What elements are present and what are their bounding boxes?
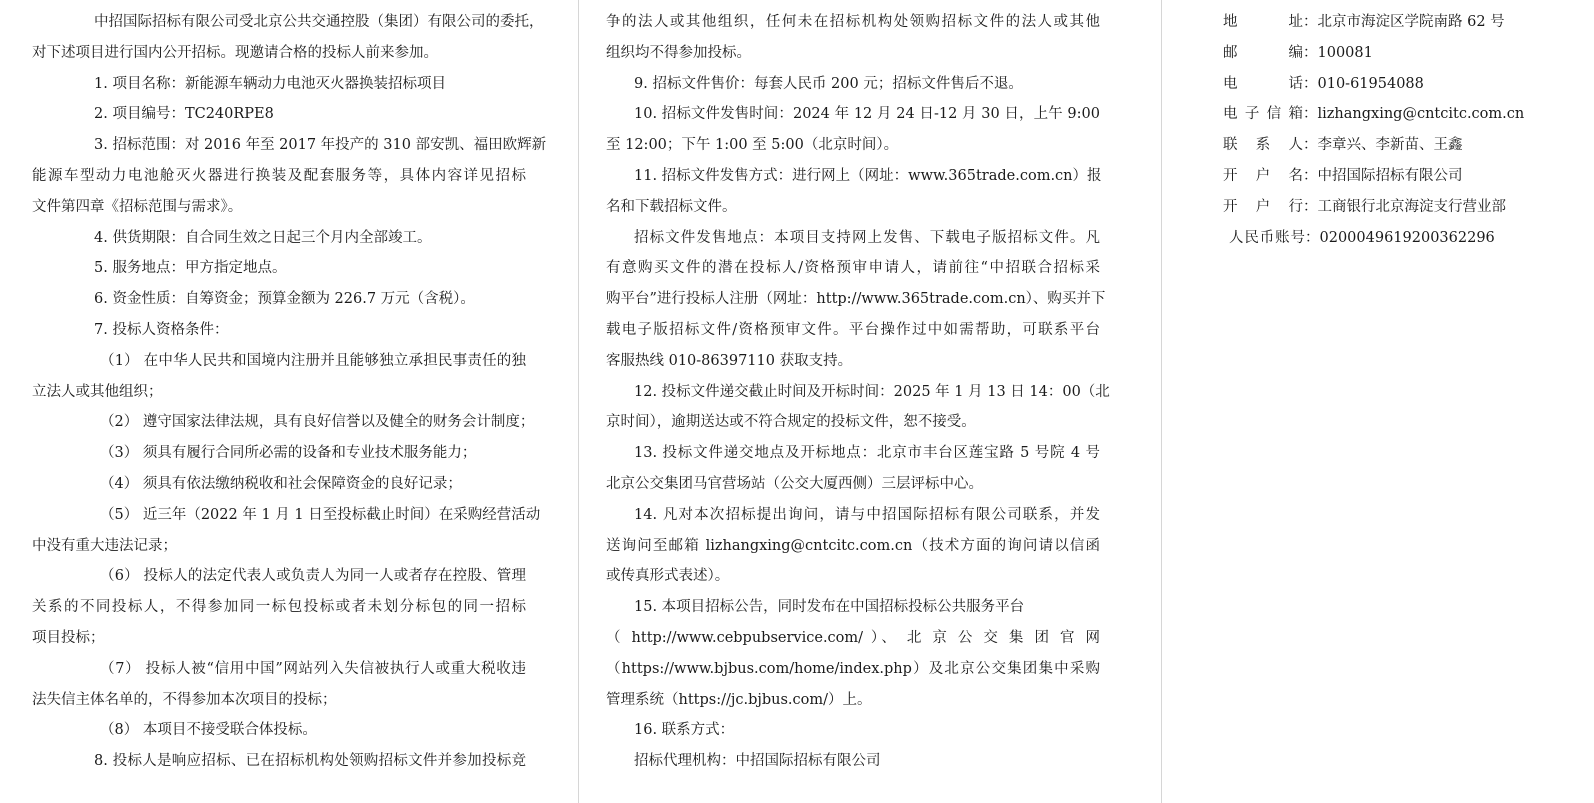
text-line: 11. 招标文件发售方式：进行网上（网址：www.365trade.com.cn）报 xyxy=(634,168,1102,184)
contact-separator: ： xyxy=(1303,14,1318,30)
contact-value: 北京市海淀区学院南路 62 号 xyxy=(1317,14,1505,30)
text-line: 5. 服务地点：甲方指定地点。 xyxy=(94,260,287,277)
text-line: 京时间），逾期送达或不符合规定的投标文件，恕不接受。 xyxy=(606,414,976,431)
text-line: 13. 投标文件递交地点及开标地点：北京市丰台区莲宝路 5 号院 4 号 xyxy=(634,445,1100,462)
text-line: 12. 投标文件递交截止时间及开标时间：2025 年 1 月 13 日 14：00（北 xyxy=(634,383,1110,400)
text-line: 法失信主体名单的，不得参加本次项目的投标； xyxy=(32,691,337,708)
text-line: 立法人或其他组织； xyxy=(32,383,163,400)
text-line: 至 12:00；下午 1:00 至 5:00（北京时间）。 xyxy=(606,137,899,154)
text-line: 16. 联系方式： xyxy=(634,722,735,739)
contact-value: 100081 xyxy=(1317,44,1373,61)
text-line: （7） 投标人被“信用中国”网站列入失信被执行人或重大税收违 xyxy=(100,660,526,677)
text-line: 关系的不同投标人，不得参加同一标包投标或者未划分标包的同一招标 xyxy=(32,599,526,616)
contact-separator: ： xyxy=(1303,198,1318,215)
contact-separator: ： xyxy=(1303,106,1318,123)
contact-row xyxy=(1223,135,1463,155)
text-line: 名和下载招标文件。 xyxy=(606,198,737,215)
text-line: 能源车型动力电池舱灭火器进行换装及配套服务等，具体内容详见招标 xyxy=(32,168,526,184)
contact-label: 开户行 xyxy=(1223,198,1303,215)
contact-separator: ： xyxy=(1303,75,1318,92)
contact-label: 电话 xyxy=(1223,75,1303,92)
text-line: 招标文件发售地点：本项目支持网上发售、下载电子版招标文件。凡 xyxy=(634,229,1100,246)
text-line: 4. 供货期限：自合同生效之日起三个月内全部竣工。 xyxy=(94,229,432,246)
text-line: 对下述项目进行国内公开招标。现邀请合格的投标人前来参加。 xyxy=(32,44,438,61)
text-line: 项目投标； xyxy=(32,630,105,646)
column-right-contact xyxy=(1161,0,1594,803)
column-middle xyxy=(578,0,1161,803)
contact-row xyxy=(1229,228,1495,248)
contact-value: 工商银行北京海淀支行营业部 xyxy=(1317,198,1506,215)
text-line: 送询问至邮箱 lizhangxing@cntcitc.com.cn（技术方面的询问请以信函 xyxy=(606,537,1100,554)
contact-row xyxy=(1223,166,1463,186)
contact-separator: ： xyxy=(1303,137,1318,154)
text-line: 管理系统（https://jc.bjbus.com/）上。 xyxy=(606,691,872,708)
contact-row xyxy=(1223,43,1373,63)
contact-row xyxy=(1223,197,1506,217)
text-line: （5） 近三年（2022 年 1 月 1 日至投标截止时间）在采购经营活动 xyxy=(100,506,541,523)
contact-separator: ： xyxy=(1305,229,1320,246)
text-line: （4） 须具有依法缴纳税收和社会保障资金的良好记录； xyxy=(100,476,462,492)
text-line: （2） 遵守国家法律法规，具有良好信誉以及健全的财务会计制度； xyxy=(100,414,535,431)
contact-label: 邮编 xyxy=(1223,44,1303,61)
text-line: 北京公交集团马官营场站（公交大厦西侧）三层评标中心。 xyxy=(606,476,983,492)
text-line: 或传真形式表述）。 xyxy=(606,568,730,585)
text-line: 文件第四章《招标范围与需求》。 xyxy=(32,198,243,215)
column-left xyxy=(0,0,578,803)
text-line: 中招国际招标有限公司受北京公共交通控股（集团）有限公司的委托， xyxy=(94,14,544,30)
text-line: 9. 招标文件售价：每套人民币 200 元；招标文件售后不退。 xyxy=(634,75,1023,92)
contact-value: 0200049619200362296 xyxy=(1319,229,1495,246)
text-line: 组织均不得参加投标。 xyxy=(606,44,751,61)
text-line: 1. 项目名称：新能源车辆动力电池灭火器换装招标项目 xyxy=(94,75,446,92)
text-line: （https://www.bjbus.com/home/index.php）及北京公交集团集中采购 xyxy=(606,660,1100,677)
text-line: （ http://www.cebpubservice.com/ ）、 北 京 公 交 集 团 官 网 xyxy=(606,630,1100,646)
text-line: （3） 须具有履行合同所必需的设备和专业技术服务能力； xyxy=(100,445,477,462)
text-line: 2. 项目编号：TC240RPE8 xyxy=(94,106,274,123)
text-line: 争的法人或其他组织，任何未在招标机构处领购招标文件的法人或其他 xyxy=(606,14,1100,30)
contact-separator: ： xyxy=(1303,168,1318,184)
text-line: （1） 在中华人民共和国境内注册并且能够独立承担民事责任的独 xyxy=(100,352,526,369)
contact-separator: ： xyxy=(1303,44,1318,61)
contact-row xyxy=(1223,12,1505,32)
text-line: 3. 招标范围：对 2016 年至 2017 年投产的 310 部安凯、福田欧辉新 xyxy=(94,137,547,154)
contact-value: lizhangxing@cntcitc.com.cn xyxy=(1317,106,1525,123)
contact-label: 地址 xyxy=(1223,14,1303,30)
text-line: （6） 投标人的法定代表人或负责人为同一人或者存在控股、管理 xyxy=(100,568,526,585)
text-line: 14. 凡对本次招标提出询问，请与中招国际招标有限公司联系，并发 xyxy=(634,506,1100,523)
contact-row xyxy=(1223,104,1524,124)
text-line: 15. 本项目招标公告，同时发布在中国招标投标公共服务平台 xyxy=(634,599,1025,616)
contact-label: 联系人 xyxy=(1223,137,1303,154)
text-line: （8） 本项目不接受联合体投标。 xyxy=(100,722,317,739)
contact-label: 人民币账号 xyxy=(1229,229,1305,246)
contact-value: 中招国际招标有限公司 xyxy=(1317,168,1463,184)
text-line: 客服热线 010-86397110 获取支持。 xyxy=(606,352,853,369)
text-line: 购平台”进行投标人注册（网址：http://www.365trade.com.cn）、购买并下 xyxy=(606,291,1106,308)
text-line: 招标代理机构：中招国际招标有限公司 xyxy=(634,753,881,770)
text-line: 中没有重大违法记录； xyxy=(32,537,177,554)
text-line: 6. 资金性质：自筹资金；预算金额为 226.7 万元（含税）。 xyxy=(94,291,475,308)
contact-value: 李章兴、李新苗、王鑫 xyxy=(1317,137,1463,154)
contact-label: 电子信箱 xyxy=(1223,106,1303,123)
text-line: 10. 招标文件发售时间：2024 年 12 月 24 日-12 月 30 日，上午 9:00 xyxy=(634,106,1100,123)
contact-value: 010-61954088 xyxy=(1317,75,1424,92)
contact-label: 开户名 xyxy=(1223,168,1303,184)
text-line: 7. 投标人资格条件： xyxy=(94,322,229,338)
contact-row xyxy=(1223,74,1424,94)
text-line: 8. 投标人是响应招标、已在招标机构处领购招标文件并参加投标竞 xyxy=(94,753,526,770)
text-line: 有意购买文件的潜在投标人/资格预审申请人，请前往“中招联合招标采 xyxy=(606,260,1100,277)
text-line: 载电子版招标文件/资格预审文件。平台操作过中如需帮助，可联系平台 xyxy=(606,322,1100,338)
